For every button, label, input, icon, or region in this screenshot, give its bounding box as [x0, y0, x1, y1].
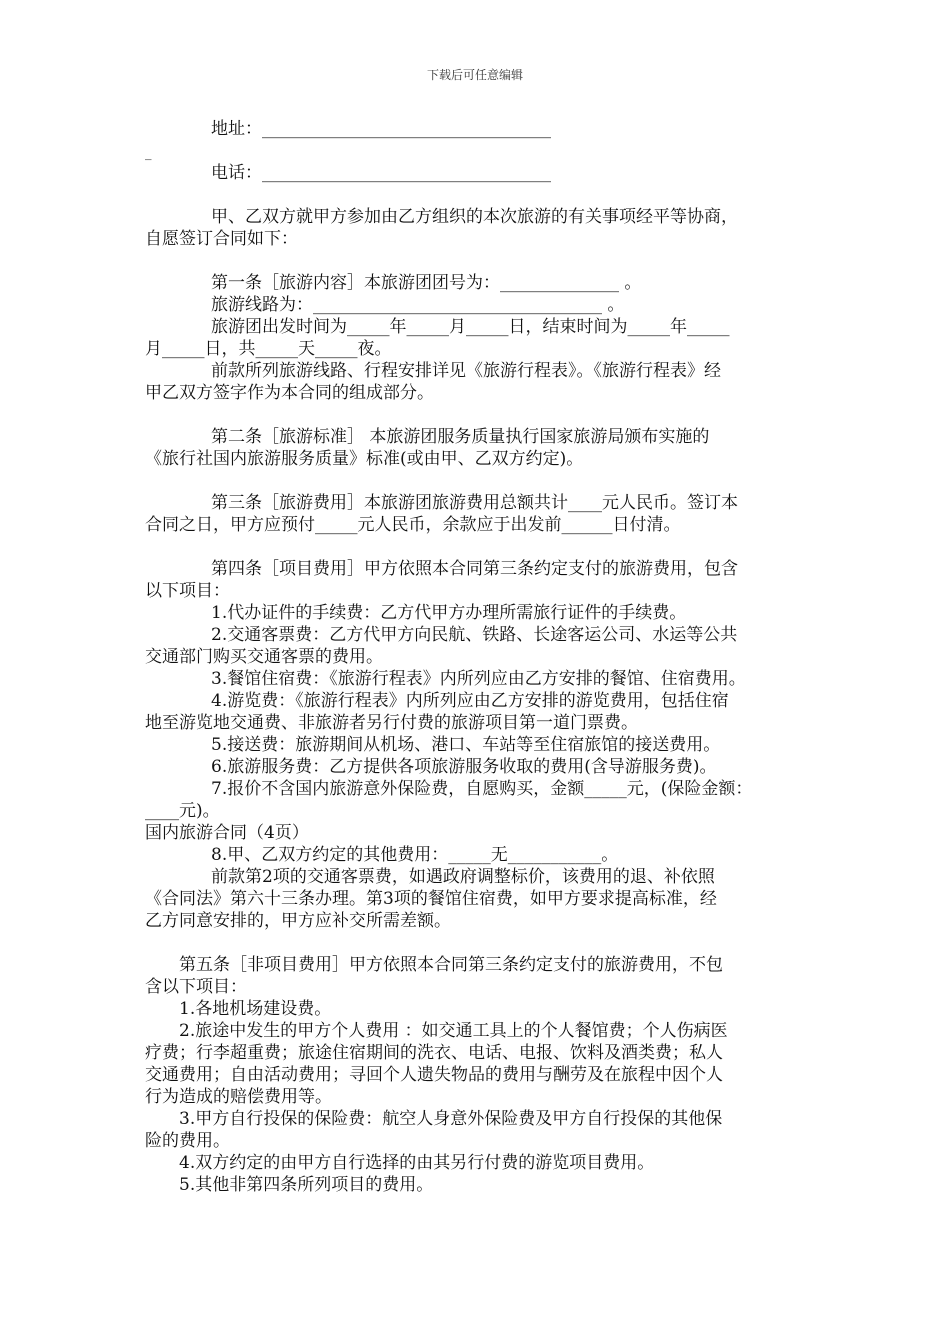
article-4-item: 1.代办证件的手续费：乙方代甲方办理所需旅行证件的手续费。: [211, 603, 687, 623]
article-4-item: 3.餐馆住宿费：《旅游行程表》内所列应由乙方安排的餐馆、住宿费用。: [211, 669, 746, 689]
page-header: 下载后可任意编辑: [426, 68, 523, 82]
article-5-item: 2.旅途中发生的甲方个人费用 ：如交通工具上的个人餐馆费；个人伤病医: [179, 1021, 728, 1041]
article-1-line: 前款所列旅游线路、行程安排详见《旅游行程表》。《旅游行程表》经: [211, 361, 721, 381]
article-3-line: 合同之日，甲方应预付_____元人民币，余款应于出发前______日付清。: [145, 515, 681, 535]
article-5-item: 4.双方约定的由甲方自行选择的由其另行付费的游览项目费用。: [179, 1153, 655, 1173]
article-2-line: 第二条［旅游标准］ 本旅游团服务质量执行国家旅游局颁布实施的: [211, 427, 710, 447]
article-4-item: ____元)。: [145, 801, 220, 821]
article-4-line: 乙方同意安排的，甲方应补交所需差额。: [145, 911, 451, 931]
article-4-line: 第四条［项目费用］甲方依照本合同第三条约定支付的旅游费用，包含: [211, 559, 738, 579]
article-4-line: 以下项目：: [145, 581, 230, 601]
article-2-line: 《旅行社国内旅游服务质量》标准(或由甲、乙双方约定)。: [145, 449, 584, 469]
article-1-line: 第一条［旅游内容］本旅游团团号为：______________ 。: [211, 273, 642, 293]
article-4-item: 交通部门购买交通客票的费用。: [145, 647, 383, 667]
article-4-item: 5.接送费：旅游期间从机场、港口、车站等至住宿旅馆的接送费用。: [211, 735, 721, 755]
article-4-item: 6.旅游服务费：乙方提供各项旅游服务收取的费用(含导游服务费)。: [211, 757, 717, 777]
article-1-line: 旅游团出发时间为_____年_____月_____日，结束时间为_____年_____: [211, 317, 730, 337]
article-4-item: 4.游览费：《旅游行程表》内所列应由乙方安排的游览费用，包括住宿: [211, 691, 729, 711]
article-5-item: 行为造成的赔偿费用等。: [145, 1087, 332, 1107]
article-1-line: 月_____日，共_____天_____夜。: [145, 339, 392, 359]
article-5-item: 3.甲方自行投保的保险费：航空人身意外保险费及甲方自行投保的其他保: [179, 1109, 723, 1129]
article-4-item: 8.甲、乙双方约定的其他费用：_____无___________。: [211, 845, 619, 865]
article-3-line: 第三条［旅游费用］本旅游团旅游费用总额共计____元人民币。签订本: [211, 493, 738, 513]
article-5-item: 1.各地机场建设费。: [179, 999, 332, 1019]
article-5-item: 险的费用。: [145, 1131, 230, 1151]
article-1-line: 旅游线路为：__________________________________ 。: [211, 295, 625, 315]
article-4-item: 地至游览地交通费、非旅游者另行付费的旅游项目第一道门票费。: [145, 713, 638, 733]
article-1-line: 甲乙双方签字作为本合同的组成部分。: [145, 383, 434, 403]
stray-underscore: _: [145, 146, 152, 161]
article-4-line: 《合同法》第六十三条办理。第3项的餐馆住宿费，如甲方要求提高标准，经: [145, 889, 717, 909]
article-5-item: 疗费；行李超重费；旅途住宿期间的洗衣、电话、电报、饮料及酒类费；私人: [145, 1043, 723, 1063]
page-footer-label: 国内旅游合同（4页）: [145, 823, 309, 843]
article-5-line: 含以下项目：: [145, 977, 247, 997]
article-4-item: 2.交通客票费：乙方代甲方向民航、铁路、长途客运公司、水运等公共: [211, 625, 738, 645]
article-4-item: 7.报价不含国内旅游意外保险费，自愿购买，金额_____元，(保险金额：: [211, 779, 753, 799]
phone-line: 电话：__________________________________: [211, 163, 551, 183]
preamble-line: 自愿签订合同如下：: [145, 229, 298, 249]
article-5-item: 5.其他非第四条所列项目的费用。: [179, 1175, 434, 1195]
preamble-line: 甲、乙双方就甲方参加由乙方组织的本次旅游的有关事项经平等协商，: [211, 207, 738, 227]
article-5-item: 交通费用；自由活动费用；寻回个人遗失物品的费用与酬劳及在旅程中因个人: [145, 1065, 723, 1085]
address-line: 地址：__________________________________: [211, 119, 551, 139]
article-4-line: 前款第2项的交通客票费，如遇政府调整标价，该费用的退、补依照: [211, 867, 715, 887]
article-5-line: 第五条［非项目费用］甲方依照本合同第三条约定支付的旅游费用，不包: [179, 955, 723, 975]
